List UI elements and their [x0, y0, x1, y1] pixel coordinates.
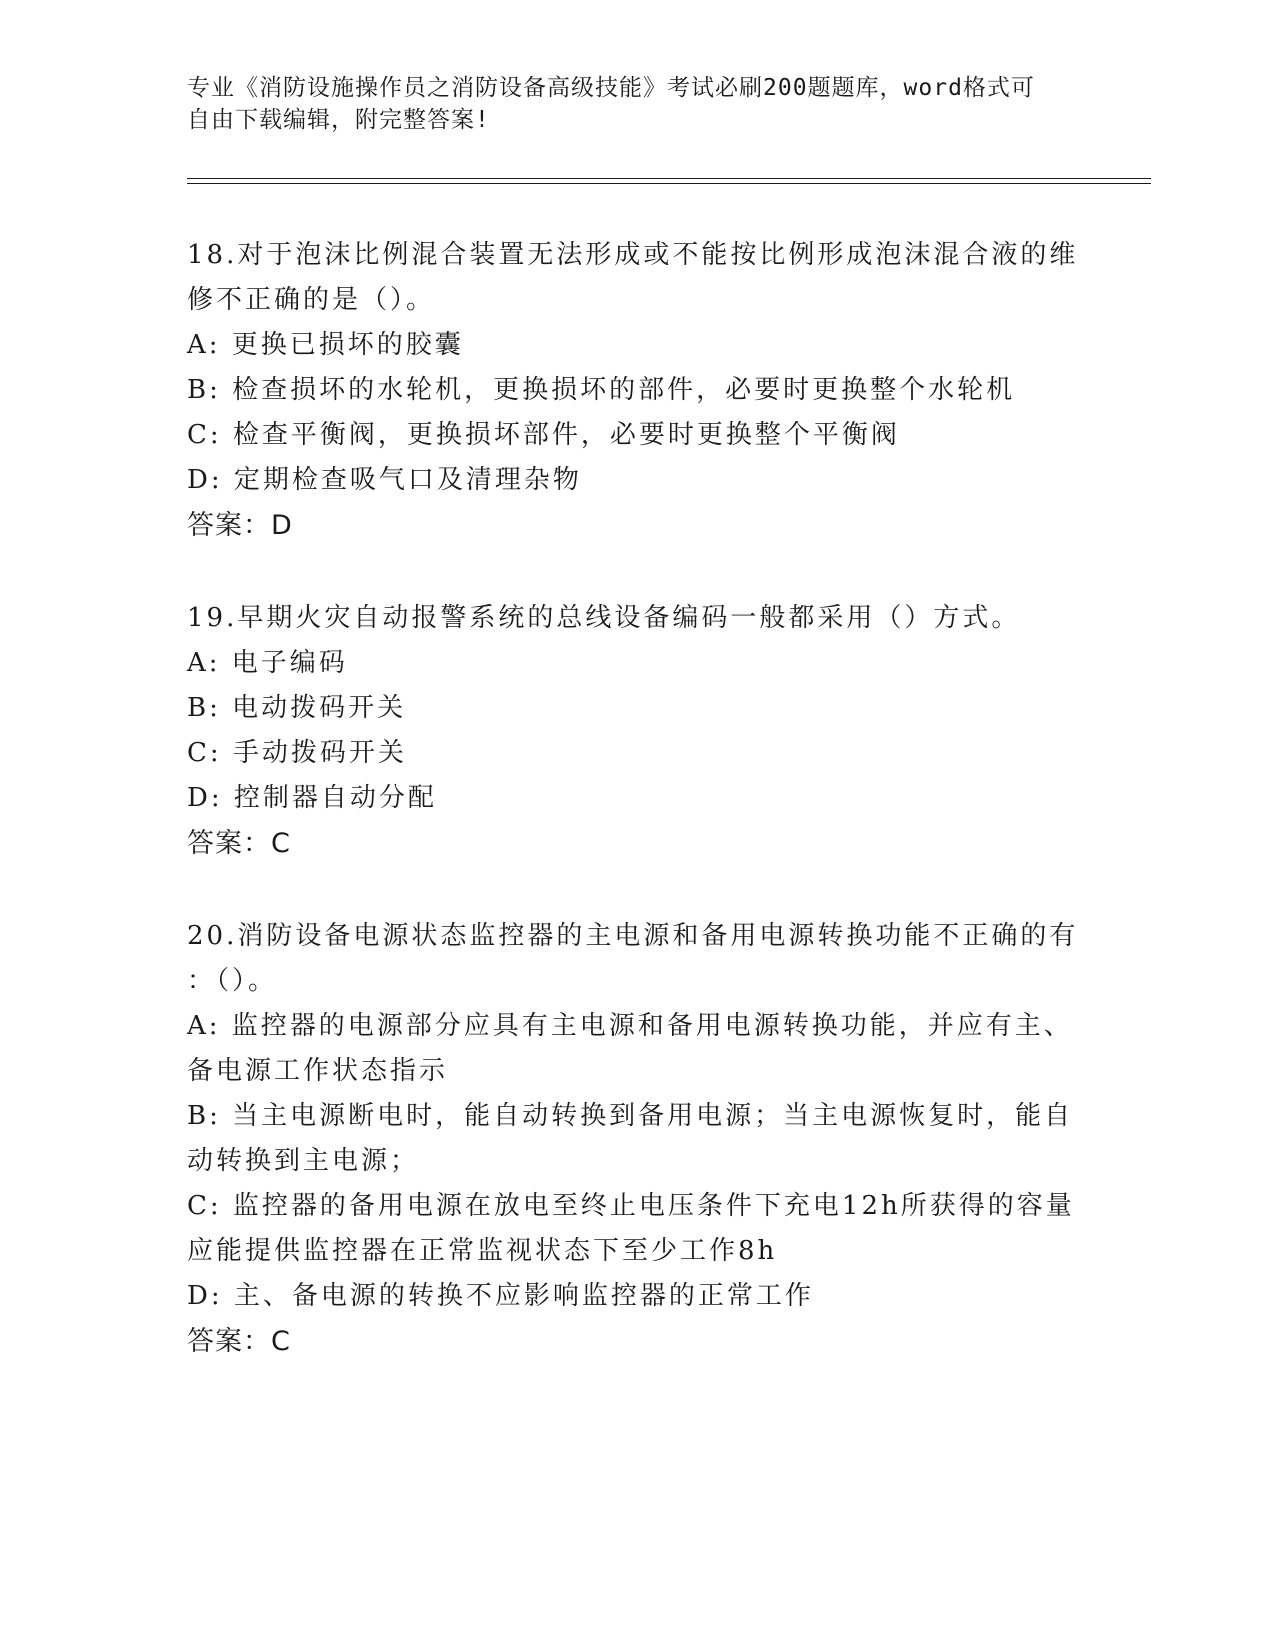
answer-label: 答案：C [187, 1326, 291, 1357]
question-stem-line: 修不正确的是（）。 [187, 285, 436, 315]
answer-label: 答案：D [187, 510, 293, 541]
option-a: A: 电子编码 [187, 648, 348, 678]
question-stem-line: ：（）。 [187, 966, 278, 996]
option-d: D: 主、备电源的转换不应影响监控器的正常工作 [187, 1281, 814, 1311]
header-line-2: 自由下载编辑，附完整答案! [187, 107, 490, 133]
option-d: D: 定期检查吸气口及清理杂物 [187, 465, 582, 495]
option-a-continued: 备电源工作状态指示 [187, 1056, 449, 1086]
option-d: D: 控制器自动分配 [187, 783, 437, 813]
document-header [187, 72, 1087, 136]
option-c: C: 监控器的备用电源在放电至终止电压条件下充电12h所获得的容量 [187, 1191, 1075, 1221]
header-divider-top [187, 178, 1151, 179]
option-b: B: 电动拨码开关 [187, 693, 407, 723]
question-20 [187, 914, 1087, 1364]
question-19 [187, 596, 1087, 866]
header-divider-bottom [187, 183, 1151, 184]
option-a: A: 监控器的电源部分应具有主电源和备用电源转换功能，并应有主、 [187, 1011, 1073, 1041]
option-a: A: 更换已损坏的胶囊 [187, 330, 464, 360]
answer-label: 答案：C [187, 828, 291, 859]
question-stem-line: 19.早期火灾自动报警系统的总线设备编码一般都采用（）方式。 [187, 603, 1021, 633]
option-c: C: 手动拨码开关 [187, 738, 407, 768]
question-18 [187, 233, 1087, 548]
header-line-1: 专业《消防设施操作员之消防设备高级技能》考试必刷200题题库，word格式可 [187, 75, 1035, 101]
option-b: B: 当主电源断电时，能自动转换到备用电源；当主电源恢复时，能自 [187, 1101, 1074, 1131]
option-b-continued: 动转换到主电源； [187, 1146, 420, 1176]
option-c-continued: 应能提供监控器在正常监视状态下至少工作8h [187, 1236, 778, 1266]
option-c: C: 检查平衡阀，更换损坏部件，必要时更换整个平衡阀 [187, 420, 900, 450]
question-stem-line: 18.对于泡沫比例混合装置无法形成或不能按比例形成泡沫混合液的维 [187, 240, 1079, 270]
question-stem-line: 20.消防设备电源状态监控器的主电源和备用电源转换功能不正确的有 [187, 921, 1079, 951]
option-b: B: 检查损坏的水轮机，更换损坏的部件，必要时更换整个水轮机 [187, 375, 1016, 405]
